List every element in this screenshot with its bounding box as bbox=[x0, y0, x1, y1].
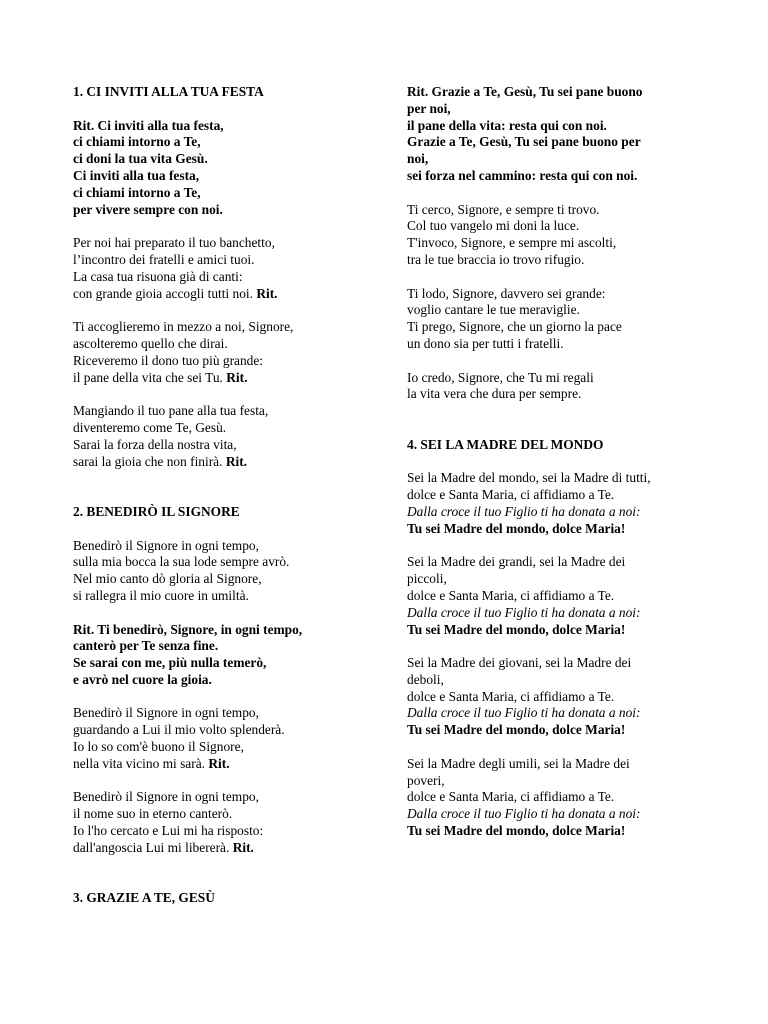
song-title bbox=[73, 84, 373, 101]
line-text: ci chiami intorno a Te, bbox=[73, 184, 201, 200]
blank-line bbox=[73, 857, 373, 874]
line-text: canterò per Te senza fine. bbox=[73, 638, 219, 654]
line-text: Ti accoglieremo in mezzo a noi, Signore, bbox=[73, 319, 294, 335]
refrain-line bbox=[407, 168, 702, 185]
line-text: e avrò nel cuore la gioia. bbox=[73, 671, 212, 687]
verse-line bbox=[73, 437, 373, 454]
verse-line bbox=[73, 269, 373, 286]
verse-line bbox=[73, 286, 373, 303]
blank-line bbox=[73, 302, 373, 319]
verse-line bbox=[73, 336, 373, 353]
line-text: Sei la Madre degli umili, sei la Madre dei bbox=[407, 755, 630, 771]
line-text: con grande gioia accogli tutti noi. bbox=[73, 285, 257, 301]
verse-line bbox=[407, 370, 702, 387]
song-title-text: 4. SEI LA MADRE DEL MONDO bbox=[407, 436, 604, 452]
song-title bbox=[73, 504, 373, 521]
line-text: Riceveremo il dono tuo più grande: bbox=[73, 352, 264, 368]
blank-line bbox=[407, 269, 702, 286]
line-text: Grazie a Te, Gesù, Tu sei pane buono per bbox=[407, 134, 641, 150]
line-text: dall'angoscia Lui mi libererà. bbox=[73, 839, 233, 855]
verse-line bbox=[73, 353, 373, 370]
verse-line bbox=[73, 806, 373, 823]
line-text: dolce e Santa Maria, ci affidiamo a Te. bbox=[407, 688, 615, 704]
verse-line bbox=[73, 235, 373, 252]
line-text: Rit. Grazie a Te, Gesù, Tu sei pane buono bbox=[407, 84, 643, 99]
line-text: ascolteremo quello che dirai. bbox=[73, 335, 228, 351]
line-text: ci chiami intorno a Te, bbox=[73, 134, 201, 150]
blank-line bbox=[407, 403, 702, 420]
line-text: Dalla croce il tuo Figlio ti ha donata a noi: bbox=[407, 705, 641, 721]
verse-line bbox=[73, 840, 373, 857]
blank-line bbox=[73, 487, 373, 504]
blank-line bbox=[73, 773, 373, 790]
verse-line bbox=[407, 336, 702, 353]
refrain-line bbox=[407, 84, 702, 101]
line-text: guardando a Lui il mio volto splenderà. bbox=[73, 722, 285, 738]
verse-line bbox=[407, 252, 702, 269]
verse-line bbox=[407, 218, 702, 235]
blank-line bbox=[407, 638, 702, 655]
line-text: poveri, bbox=[407, 772, 445, 788]
verse-line bbox=[73, 789, 373, 806]
refrain-line bbox=[73, 202, 373, 219]
refrain-line bbox=[407, 823, 702, 840]
line-text: l’incontro dei fratelli e amici tuoi. bbox=[73, 251, 255, 267]
verse-line bbox=[73, 538, 373, 555]
blank-line bbox=[73, 386, 373, 403]
song-title-text: 3. GRAZIE A TE, GESÙ bbox=[73, 890, 215, 906]
refrain-marker: Rit. bbox=[232, 839, 254, 855]
line-text: Sarai la forza della nostra vita, bbox=[73, 436, 237, 452]
line-text: la vita vera che dura per sempre. bbox=[407, 386, 582, 402]
verse-line bbox=[73, 370, 373, 387]
line-text: sarai la gioia che non finirà. bbox=[73, 453, 226, 469]
right-column bbox=[407, 84, 702, 840]
line-text: ci doni la tua vita Gesù. bbox=[73, 151, 208, 167]
refrain-line bbox=[73, 168, 373, 185]
verse-line bbox=[407, 319, 702, 336]
left-column bbox=[73, 84, 373, 907]
refrain-line bbox=[73, 185, 373, 202]
line-text: deboli, bbox=[407, 671, 444, 687]
line-text: Dalla croce il tuo Figlio ti ha donata a noi: bbox=[407, 806, 641, 822]
line-text: Ti prego, Signore, che un giorno la pace bbox=[407, 319, 622, 335]
line-text: per noi, bbox=[407, 100, 451, 116]
verse-line bbox=[407, 773, 702, 790]
line-text: Nel mio canto dò gloria al Signore, bbox=[73, 571, 262, 587]
refrain-marker: Rit. bbox=[208, 755, 230, 771]
verse-line bbox=[73, 454, 373, 471]
verse-line bbox=[73, 722, 373, 739]
blank-line bbox=[407, 538, 702, 555]
line-text: si rallegra il mio cuore in umiltà. bbox=[73, 587, 249, 603]
blank-line bbox=[73, 101, 373, 118]
blank-line bbox=[407, 739, 702, 756]
line-text: Io l'ho cercato e Lui mi ha risposto: bbox=[73, 823, 264, 839]
verse-line bbox=[407, 286, 702, 303]
verse-line bbox=[407, 789, 702, 806]
line-text: Io credo, Signore, che Tu mi regali bbox=[407, 369, 594, 385]
verse-line bbox=[407, 554, 702, 571]
line-text: voglio cantare le tue meraviglie. bbox=[407, 302, 580, 318]
line-text: Benedirò il Signore in ogni tempo, bbox=[73, 705, 259, 721]
song-title bbox=[407, 437, 702, 454]
verse-line bbox=[407, 487, 702, 504]
line-text: Ti lodo, Signore, davvero sei grande: bbox=[407, 285, 606, 301]
line-text: diventeremo come Te, Gesù. bbox=[73, 419, 227, 435]
line-text: T'invoco, Signore, e sempre mi ascolti, bbox=[407, 235, 617, 251]
refrain-line bbox=[407, 151, 702, 168]
verse-line bbox=[73, 571, 373, 588]
verse-line bbox=[407, 571, 702, 588]
italic-line bbox=[407, 806, 702, 823]
verse-line bbox=[73, 319, 373, 336]
blank-line bbox=[73, 689, 373, 706]
line-text: Tu sei Madre del mondo, dolce Maria! bbox=[407, 823, 626, 839]
verse-line bbox=[73, 705, 373, 722]
verse-line bbox=[407, 588, 702, 605]
song-title-text: 2. BENEDIRÒ IL SIGNORE bbox=[73, 503, 240, 519]
line-text: Benedirò il Signore in ogni tempo, bbox=[73, 789, 259, 805]
line-text: per vivere sempre con noi. bbox=[73, 201, 223, 217]
line-text: tra le tue braccia io trovo rifugio. bbox=[407, 251, 585, 267]
blank-line bbox=[73, 218, 373, 235]
refrain-line bbox=[73, 118, 373, 135]
refrain-marker: Rit. bbox=[256, 285, 278, 301]
line-text: Dalla croce il tuo Figlio ti ha donata a noi: bbox=[407, 604, 641, 620]
blank-line bbox=[407, 420, 702, 437]
refrain-line bbox=[73, 622, 373, 639]
line-text: Sei la Madre dei giovani, sei la Madre dei bbox=[407, 655, 632, 671]
line-text: La casa tua risuona già di canti: bbox=[73, 268, 243, 284]
line-text: il pane della vita: resta qui con noi. bbox=[407, 117, 607, 133]
verse-line bbox=[73, 739, 373, 756]
line-text: un dono sia per tutti i fratelli. bbox=[407, 335, 564, 351]
line-text: Dalla croce il tuo Figlio ti ha donata a noi: bbox=[407, 503, 641, 519]
refrain-line bbox=[407, 101, 702, 118]
verse-line bbox=[407, 470, 702, 487]
verse-line bbox=[407, 672, 702, 689]
line-text: Col tuo vangelo mi doni la luce. bbox=[407, 218, 580, 234]
blank-line bbox=[407, 454, 702, 471]
line-text: Rit. Ti benedirò, Signore, in ogni tempo, bbox=[73, 621, 303, 637]
verse-line bbox=[407, 689, 702, 706]
verse-line bbox=[407, 386, 702, 403]
line-text: piccoli, bbox=[407, 571, 447, 587]
line-text: Benedirò il Signore in ogni tempo, bbox=[73, 537, 259, 553]
line-text: Io lo so com'è buono il Signore, bbox=[73, 739, 244, 755]
line-text: noi, bbox=[407, 151, 429, 167]
verse-line bbox=[73, 420, 373, 437]
refrain-line bbox=[407, 521, 702, 538]
refrain-marker: Rit. bbox=[225, 453, 248, 469]
verse-line bbox=[407, 655, 702, 672]
refrain-line bbox=[73, 638, 373, 655]
song-title-text: 1. CI INVITI ALLA TUA FESTA bbox=[73, 84, 264, 99]
blank-line bbox=[73, 873, 373, 890]
blank-line bbox=[73, 470, 373, 487]
line-text: nella vita vicino mi sarà. bbox=[73, 755, 209, 771]
blank-line bbox=[73, 521, 373, 538]
verse-line bbox=[73, 403, 373, 420]
line-text: sei forza nel cammino: resta qui con noi. bbox=[407, 167, 638, 183]
refrain-line bbox=[73, 151, 373, 168]
verse-line bbox=[407, 756, 702, 773]
line-text: Per noi hai preparato il tuo banchetto, bbox=[73, 235, 275, 251]
verse-line bbox=[73, 252, 373, 269]
refrain-line bbox=[407, 118, 702, 135]
italic-line bbox=[407, 605, 702, 622]
verse-line bbox=[407, 235, 702, 252]
refrain-line bbox=[73, 672, 373, 689]
line-text: Sei la Madre dei grandi, sei la Madre dei bbox=[407, 554, 626, 570]
line-text: Ci inviti alla tua festa, bbox=[73, 167, 200, 183]
blank-line bbox=[73, 605, 373, 622]
song-title bbox=[73, 890, 373, 907]
line-text: Tu sei Madre del mondo, dolce Maria! bbox=[407, 621, 626, 637]
verse-line bbox=[73, 554, 373, 571]
verse-line bbox=[73, 823, 373, 840]
blank-line bbox=[407, 353, 702, 370]
italic-line bbox=[407, 705, 702, 722]
line-text: dolce e Santa Maria, ci affidiamo a Te. bbox=[407, 487, 615, 503]
blank-line bbox=[407, 185, 702, 202]
italic-line bbox=[407, 504, 702, 521]
line-text: Mangiando il tuo pane alla tua festa, bbox=[73, 403, 269, 419]
refrain-line bbox=[73, 655, 373, 672]
line-text: Rit. Ci inviti alla tua festa, bbox=[73, 117, 224, 133]
refrain-line bbox=[407, 134, 702, 151]
refrain-line bbox=[407, 622, 702, 639]
verse-line bbox=[407, 202, 702, 219]
line-text: Se sarai con me, più nulla temerò, bbox=[73, 655, 267, 671]
verse-line bbox=[407, 302, 702, 319]
line-text: Tu sei Madre del mondo, dolce Maria! bbox=[407, 520, 626, 536]
refrain-line bbox=[73, 134, 373, 151]
line-text: Tu sei Madre del mondo, dolce Maria! bbox=[407, 722, 626, 738]
verse-line bbox=[73, 756, 373, 773]
line-text: dolce e Santa Maria, ci affidiamo a Te. bbox=[407, 789, 615, 805]
line-text: il pane della vita che sei Tu. bbox=[73, 369, 227, 385]
verse-line bbox=[73, 588, 373, 605]
line-text: dolce e Santa Maria, ci affidiamo a Te. bbox=[407, 587, 615, 603]
refrain-marker: Rit. bbox=[226, 369, 248, 385]
line-text: sulla mia bocca la sua lode sempre avrò. bbox=[73, 554, 290, 570]
line-text: Ti cerco, Signore, e sempre ti trovo. bbox=[407, 201, 600, 217]
line-text: Sei la Madre del mondo, sei la Madre di tutti, bbox=[407, 470, 651, 486]
line-text: il nome suo in eterno canterò. bbox=[73, 806, 233, 822]
refrain-line bbox=[407, 722, 702, 739]
